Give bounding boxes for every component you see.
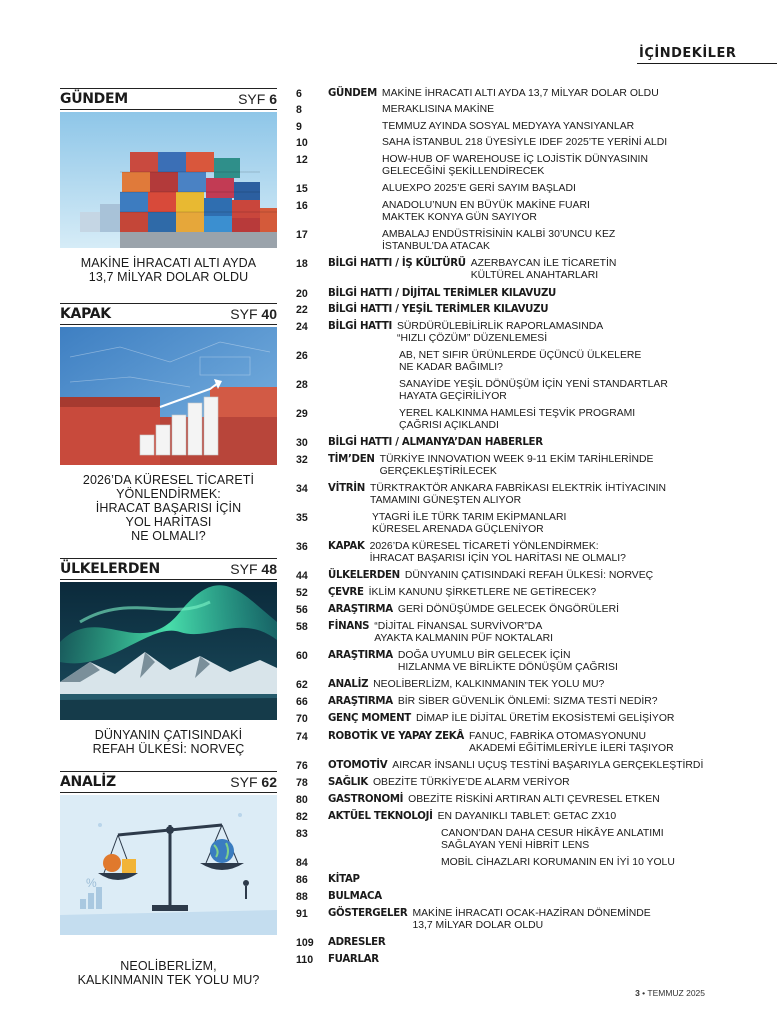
toc-page-number: 17 <box>296 229 308 241</box>
toc-page-number: 52 <box>296 587 308 599</box>
toc-category: FUARLAR <box>328 954 379 965</box>
toc-page-number: 56 <box>296 604 308 616</box>
toc-item[interactable] <box>296 811 616 823</box>
toc-item[interactable] <box>296 137 667 149</box>
toc-title: SÜRDÜRÜLEBİLİRLİK RAPORLAMASINDA “HIZLI ÇÖZÜM” DÜZENLEMESİ <box>397 321 604 344</box>
toc-item[interactable] <box>296 183 576 195</box>
toc-title: DİMAP İLE DİJİTAL ÜRETİM EKOSİSTEMİ GELİŞİYOR <box>415 713 675 724</box>
toc-title: AB, NET SIFIR ÜRÜNLERDE ÜÇÜNCÜ ÜLKELERE NE KADAR BAĞIMLI? <box>399 350 642 373</box>
toc-item[interactable] <box>296 713 674 725</box>
page-title: İÇİNDEKİLER <box>637 46 777 64</box>
toc-item[interactable] <box>296 891 387 903</box>
section-caption: 2026’DA KÜRESEL TİCARETİ YÖNLENDİRMEK: İHRACAT BAŞARISI İÇİN YOL HARİTASI NE OLMALI? <box>82 473 255 543</box>
toc-category: BİLGİ HATTI / YEŞİL TERİMLER KILAVUZU <box>328 304 549 315</box>
toc-item[interactable] <box>296 696 658 708</box>
toc-page-number: 86 <box>296 874 308 886</box>
toc-page-number: 22 <box>296 304 308 316</box>
toc-item[interactable] <box>296 570 653 582</box>
toc-item[interactable] <box>296 512 566 536</box>
toc-category: KİTAP <box>328 874 360 885</box>
toc-page-number: 34 <box>296 483 308 495</box>
toc-title: TÜRKİYE INNOVATION WEEK 9-11 EKİM TARİHLERİNDE GERÇEKLEŞTİRİLECEK <box>379 454 654 477</box>
toc-page-number: 24 <box>296 321 308 333</box>
toc-page-number: 18 <box>296 258 308 270</box>
toc-title: MERAKLISINA MAKİNE <box>382 104 495 115</box>
toc-category: ARAŞTIRMA <box>328 696 393 707</box>
toc-page-number: 74 <box>296 731 308 743</box>
section-caption: DÜNYANIN ÇATISINDAKİ REFAH ÜLKESİ: NORVEÇ <box>92 728 245 756</box>
toc-page-number: 66 <box>296 696 308 708</box>
toc-page-number: 32 <box>296 454 308 466</box>
toc-item[interactable] <box>296 587 596 599</box>
toc-item[interactable] <box>296 288 561 300</box>
aurora-landscape-image <box>60 582 277 720</box>
toc-title: ALUEXPO 2025’E GERİ SAYIM BAŞLADI <box>382 183 576 194</box>
toc-title: OBEZİTE RİSKİNİ ARTIRAN ALTI ÇEVRESEL ETKEN <box>408 794 660 805</box>
toc-item[interactable] <box>296 908 651 932</box>
toc-category: BİLGİ HATTI / DİJİTAL TERİMLER KILAVUZU <box>328 288 557 299</box>
toc-page-number: 44 <box>296 570 308 582</box>
toc-item[interactable] <box>296 828 664 852</box>
toc-category: ANALİZ <box>328 679 369 690</box>
toc-title: OBEZİTE TÜRKİYE’DE ALARM VERİYOR <box>372 777 570 788</box>
toc-page-number: 30 <box>296 437 308 449</box>
section-caption: NEOLİBERLİZM, KALKINMANIN TEK YOLU MU? <box>77 959 260 987</box>
toc-item[interactable] <box>296 258 616 282</box>
toc-page-number: 110 <box>296 954 314 966</box>
toc-item[interactable] <box>296 229 615 253</box>
section-header <box>60 88 277 110</box>
toc-page-number: 78 <box>296 777 308 789</box>
toc-item[interactable] <box>296 200 590 224</box>
toc-item[interactable] <box>296 794 660 806</box>
toc-page-number: 58 <box>296 621 308 633</box>
toc-page-number: 76 <box>296 760 308 772</box>
toc-page-number: 70 <box>296 713 308 725</box>
toc-page-number: 91 <box>296 908 308 920</box>
toc-title: MAKİNE İHRACATI ALTI AYDA 13,7 MİLYAR DOLAR OLDU <box>381 88 659 99</box>
toc-page-number: 28 <box>296 379 308 391</box>
toc-category: ÇEVRE <box>328 587 364 598</box>
section-name: GÜNDEM <box>60 91 128 107</box>
toc-title: SAHA İSTANBUL 218 ÜYESİYLE IDEF 2025’TE YERİNİ ALDI <box>382 137 668 148</box>
toc-title: FANUC, FABRİKA OTOMASYONUNU AKADEMİ EĞİTİMLERİYLE İLERİ TAŞIYOR <box>468 731 674 754</box>
section-header <box>60 303 277 325</box>
toc-title: YEREL KALKINMA HAMLESİ TEŞVİK PROGRAMI ÇAĞRISI AÇIKLANDI <box>399 408 636 431</box>
toc-title: HOW-HUB OF WAREHOUSE İÇ LOJİSTİK DÜNYASININ GELECEĞİNİ ŞEKİLLENDİRECEK <box>382 154 648 177</box>
footer-separator: • <box>642 988 646 998</box>
toc-item[interactable] <box>296 621 553 645</box>
cover-chart-image <box>60 327 277 465</box>
toc-title: AMBALAJ ENDÜSTRİSİNİN KALBİ 30’UNCU KEZ İSTANBUL’DA ATACAK <box>382 229 616 252</box>
toc-title: SANAYİDE YEŞİL DÖNÜŞÜM İÇİN YENİ STANDARTLAR HAYATA GEÇİRİLİYOR <box>399 379 668 402</box>
toc-item[interactable] <box>296 121 634 133</box>
svg-text:%: % <box>86 876 97 890</box>
toc-page-number: 12 <box>296 154 308 166</box>
toc-title: ANADOLU’NUN EN BÜYÜK MAKİNE FUARI MAKTEK KONYA GÜN SAYIYOR <box>382 200 590 223</box>
container-stack-image <box>60 112 277 248</box>
toc-page-number: 109 <box>296 937 314 949</box>
toc-title: DÜNYANIN ÇATISINDAKİ REFAH ÜLKESİ: NORVEÇ <box>404 570 654 581</box>
toc-category: ÜLKELERDEN <box>328 570 400 581</box>
toc-item[interactable] <box>296 154 648 178</box>
toc-category: BİLGİ HATTI / İŞ KÜLTÜRÜ <box>328 258 466 269</box>
section-page: SYF 6 <box>238 91 277 107</box>
section-gundem[interactable] <box>60 88 277 284</box>
toc-title: YTAGRİ İLE TÜRK TARIM EKİPMANLARI KÜRESEL ARENADA GÜÇLENİYOR <box>372 512 567 535</box>
section-analiz[interactable] <box>60 771 277 987</box>
toc-page-number: 20 <box>296 288 308 300</box>
toc-page-number: 16 <box>296 200 308 212</box>
toc-page-number: 29 <box>296 408 308 420</box>
toc-title: MOBİL CİHAZLARI KORUMANIN EN İYİ 10 YOLU <box>441 857 675 868</box>
toc-category: GENÇ MOMENT <box>328 713 411 724</box>
toc-category: TİM’DEN <box>328 454 375 465</box>
toc-title: TÜRKTRAKTÖR ANKARA FABRİKASI ELEKTRİK İHTİYACININ TAMAMINI GÜNEŞTEN ALIYOR <box>370 483 666 506</box>
toc-item[interactable] <box>296 541 626 565</box>
toc-title: GERİ DÖNÜŞÜMDE GELECEK ÖNGÖRÜLERİ <box>397 604 619 615</box>
section-name: ANALİZ <box>60 774 116 790</box>
section-header <box>60 771 277 793</box>
section-name: ÜLKELERDEN <box>60 561 160 577</box>
toc-page-number: 10 <box>296 137 308 149</box>
section-page: SYF 40 <box>230 306 277 322</box>
toc-item[interactable] <box>296 777 570 789</box>
toc-category: ARAŞTIRMA <box>328 650 393 661</box>
toc-item[interactable] <box>296 408 635 432</box>
toc-category: ARAŞTIRMA <box>328 604 393 615</box>
toc-title: DOĞA UYUMLU BİR GELECEK İÇİN HIZLANMA VE BİRLİKTE DÖNÜŞÜM ÇAĞRISI <box>397 650 618 673</box>
toc-page-number: 84 <box>296 857 308 869</box>
toc-item[interactable] <box>296 604 619 616</box>
toc-category: KAPAK <box>328 541 365 552</box>
toc-item[interactable] <box>296 650 618 674</box>
toc-item[interactable] <box>296 760 703 772</box>
toc-category: AKTÜEL TEKNOLOJİ <box>328 811 433 822</box>
toc-page-number: 6 <box>296 88 302 100</box>
toc-category: ADRESLER <box>328 937 386 948</box>
toc-title: TEMMUZ AYINDA SOSYAL MEDYAYA YANSIYANLAR <box>382 121 635 132</box>
toc-page-number: 9 <box>296 121 302 133</box>
toc-category: OTOMOTİV <box>328 760 388 771</box>
toc-title: AIRCAR İNSANLI UÇUŞ TESTİNİ BAŞARIYLA GERÇEKLEŞTİRDİ <box>392 760 704 771</box>
toc-item[interactable] <box>296 437 548 449</box>
toc-page-number: 15 <box>296 183 308 195</box>
toc-category: BİLGİ HATTI / ALMANYA’DAN HABERLER <box>328 437 543 448</box>
toc-category: BİLGİ HATTI <box>328 321 392 332</box>
toc-page-number: 35 <box>296 512 308 524</box>
issue-date: TEMMUZ 2025 <box>647 988 705 998</box>
toc-title: EN DAYANIKLI TABLET: GETAC ZX10 <box>437 811 617 822</box>
toc-title: AZERBAYCAN İLE TİCARETİN KÜLTÜREL ANAHTARLARI <box>470 258 617 281</box>
toc-item[interactable] <box>296 88 659 100</box>
section-name: KAPAK <box>60 306 111 322</box>
section-page: SYF 48 <box>230 561 277 577</box>
toc-item[interactable] <box>296 379 668 403</box>
toc-category: ROBOTİK VE YAPAY ZEKÂ <box>328 731 464 742</box>
toc-item[interactable] <box>296 874 365 886</box>
toc-item[interactable] <box>296 454 653 478</box>
toc-item[interactable] <box>296 304 553 316</box>
page-number: 3 <box>635 988 640 998</box>
toc-item[interactable] <box>296 321 603 345</box>
toc-item[interactable] <box>296 857 675 869</box>
toc-page-number: 26 <box>296 350 308 362</box>
toc-page-number: 88 <box>296 891 308 903</box>
toc-item[interactable] <box>296 937 390 949</box>
toc-category: SAĞLIK <box>328 777 368 788</box>
toc-title: CANON’DAN DAHA CESUR HİKÂYE ANLATIMI SAĞLAYAN YENİ HİBRİT LENS <box>441 828 664 851</box>
toc-category: GASTRONOMİ <box>328 794 404 805</box>
toc-page-number: 60 <box>296 650 308 662</box>
page-footer <box>635 988 705 998</box>
toc-category: FİNANS <box>328 621 370 632</box>
section-page: SYF 62 <box>230 774 277 790</box>
toc-category: BULMACA <box>328 891 382 902</box>
section-caption: MAKİNE İHRACATI ALTI AYDA 13,7 MİLYAR DOLAR OLDU <box>80 256 257 284</box>
toc-page-number: 80 <box>296 794 308 806</box>
toc-item[interactable] <box>296 350 641 374</box>
toc-title: İKLİM KANUNU ŞİRKETLERE NE GETİRECEK? <box>368 587 597 598</box>
toc-item[interactable] <box>296 954 384 966</box>
toc-item[interactable] <box>296 731 674 755</box>
toc-category: GÖSTERGELER <box>328 908 408 919</box>
toc-title: 2026’DA KÜRESEL TİCARETİ YÖNLENDİRMEK: İHRACAT BAŞARISI İÇİN YOL HARİTASI NE OLMALI? <box>369 541 626 564</box>
toc-page-number: 8 <box>296 104 302 116</box>
toc-page-number: 62 <box>296 679 308 691</box>
toc-category: VİTRİN <box>328 483 365 494</box>
toc-title: NEOLİBERLİZM, KALKINMANIN TEK YOLU MU? <box>373 679 605 690</box>
section-ulkelerden[interactable] <box>60 558 277 756</box>
toc-page-number: 36 <box>296 541 308 553</box>
toc-item[interactable] <box>296 679 604 691</box>
toc-page-number: 83 <box>296 828 308 840</box>
toc-title: MAKİNE İHRACATI OCAK-HAZİRAN DÖNEMİNDE 13,7 MİLYAR DOLAR OLDU <box>412 908 651 931</box>
section-header <box>60 558 277 580</box>
toc-title: “DİJİTAL FİNANSAL SURVİVOR”DA AYAKTA KALMANIN PÜF NOKTALARI <box>374 621 554 644</box>
toc-page-number: 82 <box>296 811 308 823</box>
balance-scale-illustration <box>60 795 277 935</box>
section-kapak[interactable] <box>60 303 277 543</box>
toc-item[interactable] <box>296 483 666 507</box>
toc-title: BİR SİBER GÜVENLİK ÖNLEMİ: SIZMA TESTİ NEDİR? <box>397 696 658 707</box>
toc-item[interactable] <box>296 104 494 116</box>
toc-category: GÜNDEM <box>328 88 377 99</box>
